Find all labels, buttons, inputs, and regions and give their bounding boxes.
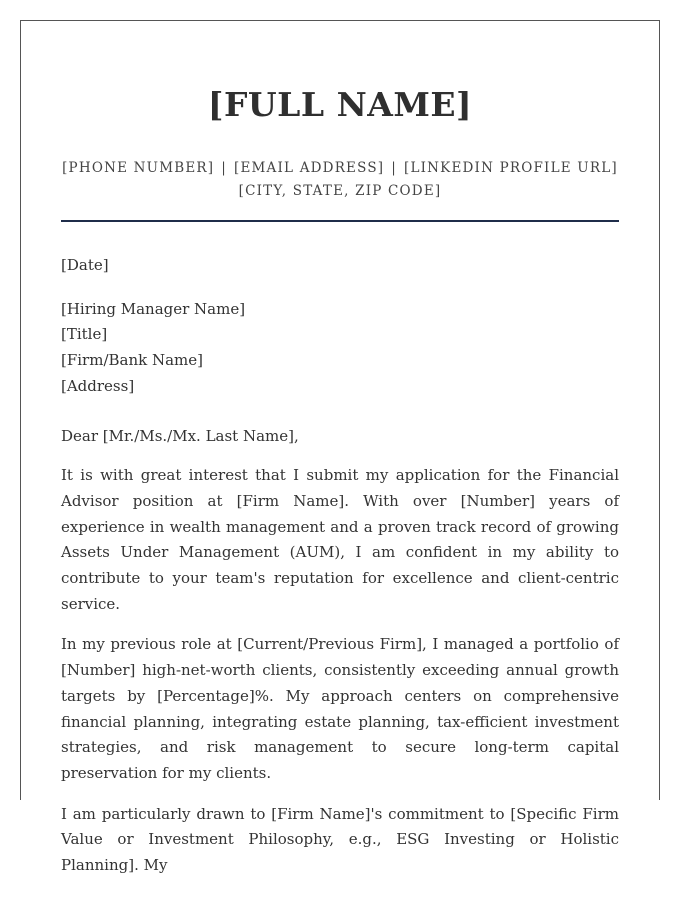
recipient-name: [Hiring Manager Name]	[61, 299, 246, 318]
contact-info	[21, 157, 659, 203]
full-name-heading: [FULL NAME]	[207, 85, 473, 124]
salutation: Dear [Mr./Ms./Mx. Last Name],	[61, 426, 299, 445]
contact-line-1	[21, 157, 659, 180]
contact-separator: |	[221, 160, 228, 176]
recipient-address: [Address]	[61, 376, 135, 395]
contact-separator: |	[391, 160, 397, 176]
recipient-title: [Title]	[61, 325, 108, 344]
paragraph-1: It is with great interest that I submit my application for the Financial Advisor position at [Firm Name]. With over [Number] years of experience in wealth management and a proven track record of growing Assets Under Management (AUM), I am confident in my ability to contribute to your team's reputation for excellence and client-centric service.	[61, 466, 619, 613]
letter-page	[20, 20, 660, 875]
paragraph-2: In my previous role at [Current/Previous Firm], I managed a portfolio of [Number] high-net-worth clients, consistently exceeding annual growth targets by [Percentage]%. My approach centers on comprehensive financial planning, integrating estate planning, tax-efficient investment strategies, and risk management to secure long-term capital preservation for my clients.	[61, 635, 619, 782]
phone-number: [PHONE NUMBER]	[62, 160, 215, 176]
letter-date: [Date]	[61, 256, 109, 274]
recipient-block	[61, 297, 619, 400]
letter-body	[61, 253, 619, 894]
paragraph-3: I am particularly drawn to [Firm Name]'s commitment to [Specific Firm Value or Investment Philosophy, e.g., ESG Investing or Holistic Planning]. My	[61, 804, 619, 875]
linkedin-url: [LINKEDIN PROFILE URL]	[404, 160, 618, 176]
recipient-firm: [Firm/Bank Name]	[61, 351, 204, 370]
email-address: [EMAIL ADDRESS]	[234, 160, 385, 176]
header-divider	[61, 220, 619, 222]
location: [CITY, STATE, ZIP CODE]	[238, 183, 442, 199]
